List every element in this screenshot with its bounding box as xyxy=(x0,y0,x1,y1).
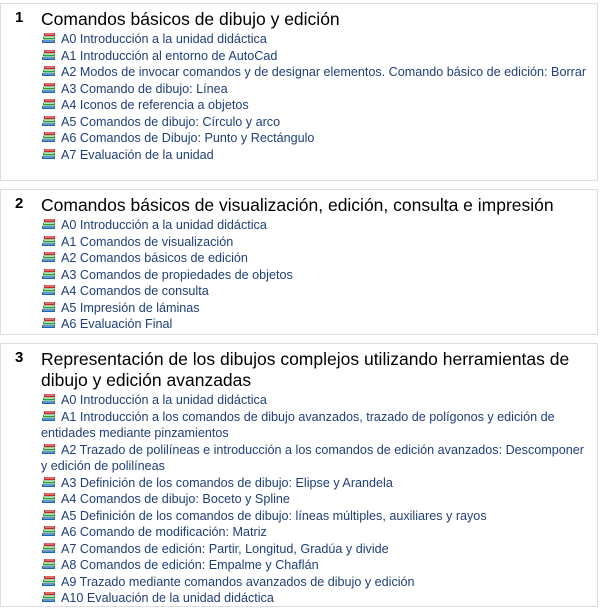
activity-link[interactable] xyxy=(41,491,591,508)
books-icon xyxy=(41,98,58,110)
books-icon xyxy=(41,235,58,247)
books-icon xyxy=(41,148,58,160)
activity-label: A4 Comandos de consulta xyxy=(61,284,209,298)
activity-link[interactable] xyxy=(41,114,591,131)
activity-link[interactable] xyxy=(41,508,591,525)
books-icon xyxy=(41,591,58,603)
books-icon xyxy=(41,82,58,94)
activity-link[interactable] xyxy=(41,267,591,284)
activity-label: A4 Iconos de referencia a objetos xyxy=(61,98,249,112)
activity-label: A0 Introducción a la unidad didáctica xyxy=(61,393,267,407)
activity-label: A2 Trazado de polilíneas e introducción a los comandos de edición avanzados: Descomponer y edición de polilíneas xyxy=(41,442,584,473)
books-icon xyxy=(41,393,58,405)
activity-label: A3 Comando de dibujo: Línea xyxy=(61,81,228,96)
books-icon xyxy=(41,410,58,422)
activity-link[interactable] xyxy=(41,130,591,147)
activity-list xyxy=(41,217,591,333)
activity-link[interactable] xyxy=(41,392,591,409)
activity-label: A2 Comandos básicos de edición xyxy=(61,251,248,265)
activity-label: A4 Comandos de dibujo: Boceto y Spline xyxy=(61,492,290,506)
activity-label: A7 Comandos de edición: Partir, Longitud, Gradúa y divide xyxy=(61,541,389,556)
books-icon xyxy=(41,492,58,504)
activity-link[interactable] xyxy=(41,409,591,442)
unit-title: Comandos básicos de dibujo y edición xyxy=(41,9,340,29)
activity-link[interactable] xyxy=(41,147,591,164)
activity-link[interactable] xyxy=(41,97,591,114)
activity-link[interactable] xyxy=(41,283,591,300)
books-icon xyxy=(41,575,58,587)
unit-section xyxy=(0,3,598,181)
activity-label: A5 Impresión de láminas xyxy=(61,300,200,315)
unit-number: 3 xyxy=(15,349,24,366)
activity-link[interactable] xyxy=(41,217,591,234)
activity-label: A1 Comandos de visualización xyxy=(61,234,234,249)
books-icon xyxy=(41,317,58,329)
books-icon xyxy=(41,525,58,537)
unit-number: 2 xyxy=(15,195,24,212)
books-icon xyxy=(41,32,58,44)
books-icon xyxy=(41,115,58,127)
unit-body xyxy=(41,9,591,163)
books-icon xyxy=(41,131,58,143)
books-icon xyxy=(41,268,58,280)
activity-link[interactable] xyxy=(41,557,591,574)
books-icon xyxy=(41,218,58,230)
activity-label: A9 Trazado mediante comandos avanzados de dibujo y edición xyxy=(61,574,415,589)
activity-label: A1 Introducción al entorno de AutoCad xyxy=(61,48,278,63)
activity-link[interactable] xyxy=(41,48,591,65)
unit-body xyxy=(41,195,591,333)
activity-label: A5 Definición de los comandos de dibujo: líneas múltiples, auxiliares y rayos xyxy=(61,508,487,523)
activity-link[interactable] xyxy=(41,300,591,317)
activity-link[interactable] xyxy=(41,442,591,475)
activity-label: A6 Comando de modificación: Matriz xyxy=(61,525,267,539)
activity-label: A10 Evaluación de la unidad didáctica xyxy=(61,591,274,605)
activity-label: A6 Evaluación Final xyxy=(61,317,173,331)
activity-link[interactable] xyxy=(41,541,591,558)
activity-link[interactable] xyxy=(41,316,591,333)
activity-link[interactable] xyxy=(41,524,591,541)
activity-label: A2 Modos de invocar comandos y de designar elementos. Comando básico de edición: Borrar xyxy=(61,65,587,79)
activity-link[interactable] xyxy=(41,590,591,607)
activity-link[interactable] xyxy=(41,234,591,251)
books-icon xyxy=(41,284,58,296)
activity-list xyxy=(41,31,591,163)
activity-label: A0 Introducción a la unidad didáctica xyxy=(61,32,267,46)
books-icon xyxy=(41,443,58,455)
books-icon xyxy=(41,542,58,554)
unit-title: Comandos básicos de visualización, edición, consulta e impresión xyxy=(41,195,554,215)
activity-label: A6 Comandos de Dibujo: Punto y Rectángulo xyxy=(61,131,315,145)
books-icon xyxy=(41,558,58,570)
activity-label: A1 Introducción a los comandos de dibujo avanzados, trazado de polígonos y edición de entidades mediante pinzamientos xyxy=(41,409,555,440)
activity-link[interactable] xyxy=(41,475,591,492)
unit-title: Representación de los dibujos complejos utilizando herramientas de dibujo y edición avanzadas xyxy=(41,349,570,390)
activity-link[interactable] xyxy=(41,31,591,48)
activity-link[interactable] xyxy=(41,81,591,98)
unit-number: 1 xyxy=(15,9,24,26)
books-icon xyxy=(41,476,58,488)
activity-link[interactable] xyxy=(41,64,591,81)
books-icon xyxy=(41,301,58,313)
books-icon xyxy=(41,65,58,77)
activity-label: A7 Evaluación de la unidad xyxy=(61,147,214,162)
books-icon xyxy=(41,251,58,263)
activity-label: A8 Comandos de edición: Empalme y Chaflán xyxy=(61,558,319,572)
activity-label: A3 Definición de los comandos de dibujo: Elipse y Arandela xyxy=(61,475,393,490)
activity-link[interactable] xyxy=(41,250,591,267)
unit-body xyxy=(41,349,591,607)
activity-list xyxy=(41,392,591,607)
activity-label: A3 Comandos de propiedades de objetos xyxy=(61,267,293,282)
activity-link[interactable] xyxy=(41,574,591,591)
books-icon xyxy=(41,509,58,521)
unit-section xyxy=(0,189,598,335)
activity-label: A5 Comandos de dibujo: Círculo y arco xyxy=(61,114,281,129)
activity-label: A0 Introducción a la unidad didáctica xyxy=(61,218,267,232)
unit-section xyxy=(0,343,598,607)
books-icon xyxy=(41,49,58,61)
